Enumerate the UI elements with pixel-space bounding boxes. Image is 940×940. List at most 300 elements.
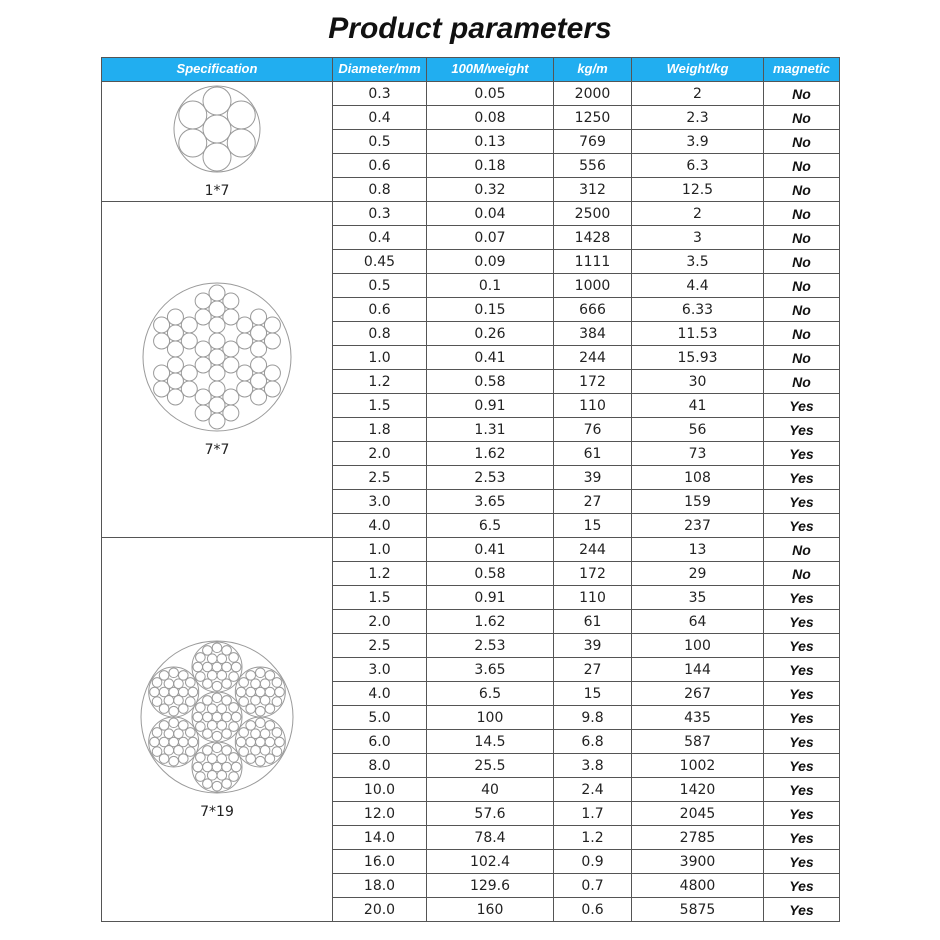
diameter-cell: 4.0 — [333, 514, 427, 538]
rope-7x7-strand-wire — [209, 397, 225, 413]
rope-7x7-strand-wire — [154, 333, 170, 349]
specification-label: 7*7 — [204, 442, 230, 458]
rope-7x7-strand-wire — [251, 309, 267, 325]
weight-100m-cell: 0.07 — [427, 226, 554, 250]
rope-7x19-core-wire — [196, 722, 206, 732]
rope-7x19-strand-wire — [188, 737, 198, 747]
rope-7x19-core-wire — [212, 731, 222, 741]
rope-7x7-core-wire — [209, 333, 225, 349]
weight-100m-cell: 0.58 — [427, 562, 554, 586]
rope-7x7-strand-wire — [181, 381, 197, 397]
rope-7x19-strand-wire — [256, 668, 266, 678]
rope-7x7-strand-wire — [237, 365, 253, 381]
rope-1x7-wire — [179, 101, 207, 129]
kg-per-m-cell: 27 — [554, 490, 632, 514]
weight-100m-cell: 0.08 — [427, 106, 554, 130]
rope-7x7-core-wire — [209, 365, 225, 381]
rope-7x7-strand-wire — [251, 373, 267, 389]
weight-100m-cell: 0.05 — [427, 82, 554, 106]
weight-100m-cell: 0.32 — [427, 178, 554, 202]
weight-kg-cell: 13 — [632, 538, 764, 562]
rope-7x19-strand-wire — [272, 728, 282, 738]
kg-per-m-cell: 15 — [554, 514, 632, 538]
rope-7x19-strand-wire — [152, 747, 162, 757]
weight-kg-cell: 15.93 — [632, 346, 764, 370]
diameter-cell: 0.6 — [333, 298, 427, 322]
kg-per-m-cell: 1.7 — [554, 802, 632, 826]
rope-1x7-wire — [203, 87, 231, 115]
magnetic-cell: Yes — [764, 874, 840, 898]
rope-7x19-strand-wire — [186, 728, 196, 738]
header-100m-weight: 100M/weight — [427, 58, 554, 82]
rope-7x19-strand-wire — [275, 687, 285, 697]
magnetic-cell: Yes — [764, 658, 840, 682]
diameter-cell: 2.5 — [333, 466, 427, 490]
specification-cell — [102, 202, 333, 538]
magnetic-cell: Yes — [764, 730, 840, 754]
diameter-cell: 1.5 — [333, 586, 427, 610]
rope-7x19-core-wire — [203, 696, 213, 706]
rope-7x19-strand-wire — [188, 687, 198, 697]
weight-100m-cell: 0.58 — [427, 370, 554, 394]
rope-7x19-strand-wire — [231, 662, 241, 672]
weight-kg-cell: 2.3 — [632, 106, 764, 130]
rope-7x19-strand-wire — [239, 747, 249, 757]
magnetic-cell: No — [764, 346, 840, 370]
rope-7x7-strand-wire — [237, 381, 253, 397]
weight-kg-cell: 56 — [632, 418, 764, 442]
magnetic-cell: No — [764, 82, 840, 106]
wire-rope-7x19-icon — [139, 639, 295, 800]
magnetic-cell: No — [764, 538, 840, 562]
rope-7x19-strand-wire — [272, 678, 282, 688]
magnetic-cell: Yes — [764, 490, 840, 514]
kg-per-m-cell: 15 — [554, 682, 632, 706]
rope-7x19-strand-wire — [265, 754, 275, 764]
rope-7x19-core-wire — [229, 703, 239, 713]
diameter-cell: 0.3 — [333, 202, 427, 226]
diameter-cell: 18.0 — [333, 874, 427, 898]
table-row — [102, 538, 840, 562]
diameter-cell: 12.0 — [333, 802, 427, 826]
kg-per-m-cell: 244 — [554, 538, 632, 562]
magnetic-cell: No — [764, 226, 840, 250]
rope-7x19-strand-wire — [212, 681, 222, 691]
rope-7x7-strand-wire — [181, 365, 197, 381]
kg-per-m-cell: 0.7 — [554, 874, 632, 898]
magnetic-cell: Yes — [764, 754, 840, 778]
diameter-cell: 0.4 — [333, 226, 427, 250]
rope-7x19-strand-wire — [256, 706, 266, 716]
rope-7x7-strand-wire — [264, 381, 280, 397]
rope-7x7-core-wire — [195, 357, 211, 373]
kg-per-m-cell: 61 — [554, 610, 632, 634]
kg-per-m-cell: 244 — [554, 346, 632, 370]
magnetic-cell: Yes — [764, 778, 840, 802]
diameter-cell: 0.5 — [333, 274, 427, 298]
rope-7x19-strand-wire — [193, 662, 203, 672]
weight-kg-cell: 11.53 — [632, 322, 764, 346]
weight-100m-cell: 2.53 — [427, 634, 554, 658]
kg-per-m-cell: 2500 — [554, 202, 632, 226]
header-weight-kg: Weight/kg — [632, 58, 764, 82]
weight-kg-cell: 29 — [632, 562, 764, 586]
rope-7x7-strand-wire — [223, 405, 239, 421]
magnetic-cell: No — [764, 562, 840, 586]
rope-7x19-strand-wire — [265, 704, 275, 714]
specification-cell — [102, 82, 333, 202]
weight-kg-cell: 435 — [632, 706, 764, 730]
weight-100m-cell: 0.1 — [427, 274, 554, 298]
weight-100m-cell: 3.65 — [427, 490, 554, 514]
rope-7x19-strand-wire — [212, 643, 222, 653]
weight-100m-cell: 1.31 — [427, 418, 554, 442]
rope-7x7-strand-wire — [209, 413, 225, 429]
weight-100m-cell: 1.62 — [427, 442, 554, 466]
rope-7x19-strand-wire — [275, 737, 285, 747]
rope-1x7-wire — [203, 143, 231, 171]
diameter-cell: 5.0 — [333, 706, 427, 730]
rope-7x7-strand-wire — [264, 365, 280, 381]
rope-7x7-strand-wire — [251, 357, 267, 373]
weight-100m-cell: 2.53 — [427, 466, 554, 490]
rope-7x7-strand-wire — [237, 317, 253, 333]
diameter-cell: 10.0 — [333, 778, 427, 802]
weight-100m-cell: 0.91 — [427, 586, 554, 610]
rope-7x19-core-wire — [193, 712, 203, 722]
kg-per-m-cell: 39 — [554, 634, 632, 658]
kg-per-m-cell: 1000 — [554, 274, 632, 298]
rope-7x7-strand-wire — [167, 309, 183, 325]
rope-7x7-core-wire — [209, 349, 225, 365]
rope-7x19-strand-wire — [256, 718, 266, 728]
magnetic-cell: Yes — [764, 682, 840, 706]
kg-per-m-cell: 2.4 — [554, 778, 632, 802]
table-row — [102, 202, 840, 226]
rope-7x19-strand-wire — [178, 704, 188, 714]
kg-per-m-cell: 384 — [554, 322, 632, 346]
weight-kg-cell: 3.5 — [632, 250, 764, 274]
weight-kg-cell: 3900 — [632, 850, 764, 874]
diameter-cell: 0.8 — [333, 322, 427, 346]
kg-per-m-cell: 76 — [554, 418, 632, 442]
weight-100m-cell: 78.4 — [427, 826, 554, 850]
table-row — [102, 82, 840, 106]
rope-7x19-strand-wire — [196, 772, 206, 782]
diameter-cell: 1.5 — [333, 394, 427, 418]
weight-kg-cell: 35 — [632, 586, 764, 610]
weight-100m-cell: 0.09 — [427, 250, 554, 274]
rope-7x19-core-wire — [212, 693, 222, 703]
weight-kg-cell: 12.5 — [632, 178, 764, 202]
diameter-cell: 1.0 — [333, 346, 427, 370]
magnetic-cell: No — [764, 106, 840, 130]
weight-100m-cell: 0.41 — [427, 538, 554, 562]
weight-100m-cell: 0.18 — [427, 154, 554, 178]
magnetic-cell: Yes — [764, 442, 840, 466]
weight-100m-cell: 3.65 — [427, 658, 554, 682]
rope-7x19-strand-wire — [203, 746, 213, 756]
rope-7x7-strand-wire — [251, 389, 267, 405]
rope-7x7-strand-wire — [195, 293, 211, 309]
rope-1x7-wire — [203, 115, 231, 143]
diameter-cell: 1.0 — [333, 538, 427, 562]
rope-7x19-strand-wire — [169, 706, 179, 716]
rope-7x7-strand-wire — [181, 317, 197, 333]
magnetic-cell: No — [764, 298, 840, 322]
rope-7x7-strand-wire — [167, 357, 183, 373]
weight-100m-cell: 160 — [427, 898, 554, 922]
rope-7x19-strand-wire — [231, 762, 241, 772]
diameter-cell: 14.0 — [333, 826, 427, 850]
rope-7x19-strand-wire — [222, 679, 232, 689]
magnetic-cell: Yes — [764, 706, 840, 730]
kg-per-m-cell: 110 — [554, 394, 632, 418]
weight-100m-cell: 40 — [427, 778, 554, 802]
diameter-cell: 0.6 — [333, 154, 427, 178]
magnetic-cell: Yes — [764, 586, 840, 610]
magnetic-cell: No — [764, 202, 840, 226]
diameter-cell: 2.0 — [333, 610, 427, 634]
rope-7x7-strand-wire — [167, 389, 183, 405]
weight-kg-cell: 100 — [632, 634, 764, 658]
magnetic-cell: Yes — [764, 610, 840, 634]
kg-per-m-cell: 556 — [554, 154, 632, 178]
rope-7x19-strand-wire — [169, 756, 179, 766]
header-diameter: Diameter/mm — [333, 58, 427, 82]
rope-7x19-strand-wire — [150, 737, 160, 747]
rope-7x19-strand-wire — [239, 697, 249, 707]
rope-7x19-strand-wire — [178, 754, 188, 764]
rope-7x19-strand-wire — [150, 687, 160, 697]
weight-100m-cell: 129.6 — [427, 874, 554, 898]
weight-kg-cell: 144 — [632, 658, 764, 682]
wire-rope-1x7-icon — [172, 84, 262, 179]
page-title: Product parameters — [328, 12, 612, 45]
weight-100m-cell: 102.4 — [427, 850, 554, 874]
rope-1x7-wire — [227, 101, 255, 129]
weight-100m-cell: 0.91 — [427, 394, 554, 418]
rope-7x7-strand-wire — [154, 365, 170, 381]
weight-100m-cell: 0.13 — [427, 130, 554, 154]
product-parameters-table — [101, 57, 840, 922]
header-kg-per-m: kg/m — [554, 58, 632, 82]
kg-per-m-cell: 3.8 — [554, 754, 632, 778]
rope-7x7-strand-wire — [223, 309, 239, 325]
weight-100m-cell: 1.62 — [427, 610, 554, 634]
weight-kg-cell: 64 — [632, 610, 764, 634]
diameter-cell: 0.5 — [333, 130, 427, 154]
weight-kg-cell: 4.4 — [632, 274, 764, 298]
weight-kg-cell: 237 — [632, 514, 764, 538]
magnetic-cell: Yes — [764, 394, 840, 418]
magnetic-cell: Yes — [764, 514, 840, 538]
magnetic-cell: Yes — [764, 466, 840, 490]
weight-kg-cell: 3 — [632, 226, 764, 250]
rope-7x19-strand-wire — [229, 753, 239, 763]
weight-100m-cell: 25.5 — [427, 754, 554, 778]
rope-7x7-strand-wire — [209, 317, 225, 333]
weight-100m-cell: 100 — [427, 706, 554, 730]
magnetic-cell: Yes — [764, 850, 840, 874]
weight-kg-cell: 108 — [632, 466, 764, 490]
rope-7x7-strand-wire — [195, 389, 211, 405]
weight-kg-cell: 159 — [632, 490, 764, 514]
diameter-cell: 2.5 — [333, 634, 427, 658]
kg-per-m-cell: 0.9 — [554, 850, 632, 874]
kg-per-m-cell: 312 — [554, 178, 632, 202]
table-header-row — [102, 58, 840, 82]
weight-kg-cell: 587 — [632, 730, 764, 754]
rope-7x19-strand-wire — [159, 671, 169, 681]
kg-per-m-cell: 27 — [554, 658, 632, 682]
rope-7x7-strand-wire — [237, 333, 253, 349]
weight-100m-cell: 0.26 — [427, 322, 554, 346]
magnetic-cell: No — [764, 178, 840, 202]
diameter-cell: 20.0 — [333, 898, 427, 922]
rope-7x7-strand-wire — [167, 341, 183, 357]
diameter-cell: 1.2 — [333, 370, 427, 394]
rope-7x7-strand-wire — [167, 325, 183, 341]
rope-7x19-strand-wire — [212, 781, 222, 791]
rope-7x19-strand-wire — [159, 721, 169, 731]
rope-7x19-strand-wire — [152, 697, 162, 707]
weight-100m-cell: 0.04 — [427, 202, 554, 226]
weight-kg-cell: 30 — [632, 370, 764, 394]
magnetic-cell: Yes — [764, 898, 840, 922]
kg-per-m-cell: 2000 — [554, 82, 632, 106]
weight-kg-cell: 6.33 — [632, 298, 764, 322]
rope-7x7-strand-wire — [154, 317, 170, 333]
rope-7x19-strand-wire — [222, 779, 232, 789]
rope-7x7-strand-wire — [251, 325, 267, 341]
rope-7x7-strand-wire — [264, 333, 280, 349]
weight-kg-cell: 6.3 — [632, 154, 764, 178]
diameter-cell: 2.0 — [333, 442, 427, 466]
magnetic-cell: Yes — [764, 802, 840, 826]
rope-7x19-core-wire — [231, 712, 241, 722]
magnetic-cell: No — [764, 322, 840, 346]
magnetic-cell: No — [764, 250, 840, 274]
header-specification: Specification — [102, 58, 333, 82]
diameter-cell: 0.4 — [333, 106, 427, 130]
kg-per-m-cell: 172 — [554, 562, 632, 586]
weight-100m-cell: 0.15 — [427, 298, 554, 322]
diameter-cell: 1.2 — [333, 562, 427, 586]
rope-7x7-strand-wire — [195, 309, 211, 325]
weight-kg-cell: 41 — [632, 394, 764, 418]
rope-7x19-strand-wire — [193, 762, 203, 772]
weight-100m-cell: 6.5 — [427, 514, 554, 538]
magnetic-cell: No — [764, 130, 840, 154]
magnetic-cell: Yes — [764, 418, 840, 442]
kg-per-m-cell: 61 — [554, 442, 632, 466]
rope-7x7-strand-wire — [181, 333, 197, 349]
diameter-cell: 4.0 — [333, 682, 427, 706]
diameter-cell: 1.8 — [333, 418, 427, 442]
rope-7x19-strand-wire — [203, 646, 213, 656]
rope-7x19-strand-wire — [169, 718, 179, 728]
rope-7x7-core-wire — [223, 357, 239, 373]
rope-7x19-strand-wire — [246, 671, 256, 681]
specification-label: 7*19 — [200, 804, 234, 820]
rope-7x7-strand-wire — [209, 381, 225, 397]
rope-7x19-strand-wire — [196, 672, 206, 682]
kg-per-m-cell: 110 — [554, 586, 632, 610]
rope-1x7-wire — [179, 129, 207, 157]
diameter-cell: 6.0 — [333, 730, 427, 754]
kg-per-m-cell: 1.2 — [554, 826, 632, 850]
weight-kg-cell: 267 — [632, 682, 764, 706]
rope-1x7-wire — [227, 129, 255, 157]
rope-7x7-strand-wire — [195, 405, 211, 421]
rope-7x7-strand-wire — [264, 317, 280, 333]
weight-kg-cell: 2 — [632, 202, 764, 226]
weight-100m-cell: 57.6 — [427, 802, 554, 826]
magnetic-cell: No — [764, 370, 840, 394]
diameter-cell: 3.0 — [333, 490, 427, 514]
rope-7x7-strand-wire — [167, 373, 183, 389]
diameter-cell: 3.0 — [333, 658, 427, 682]
kg-per-m-cell: 6.8 — [554, 730, 632, 754]
magnetic-cell: No — [764, 274, 840, 298]
rope-7x19-strand-wire — [236, 687, 246, 697]
rope-7x19-strand-wire — [229, 653, 239, 663]
diameter-cell: 16.0 — [333, 850, 427, 874]
kg-per-m-cell: 39 — [554, 466, 632, 490]
weight-100m-cell: 0.41 — [427, 346, 554, 370]
rope-7x7-strand-wire — [209, 285, 225, 301]
weight-kg-cell: 2 — [632, 82, 764, 106]
weight-kg-cell: 4800 — [632, 874, 764, 898]
rope-7x7-strand-wire — [251, 341, 267, 357]
rope-7x19-strand-wire — [246, 721, 256, 731]
rope-7x19-core-wire — [222, 729, 232, 739]
kg-per-m-cell: 172 — [554, 370, 632, 394]
weight-kg-cell: 2045 — [632, 802, 764, 826]
weight-100m-cell: 6.5 — [427, 682, 554, 706]
rope-7x19-strand-wire — [186, 678, 196, 688]
kg-per-m-cell: 1250 — [554, 106, 632, 130]
header-magnetic: magnetic — [764, 58, 840, 82]
rope-7x7-core-wire — [195, 341, 211, 357]
weight-kg-cell: 3.9 — [632, 130, 764, 154]
specification-cell — [102, 538, 333, 922]
weight-kg-cell: 5875 — [632, 898, 764, 922]
kg-per-m-cell: 0.6 — [554, 898, 632, 922]
weight-kg-cell: 1002 — [632, 754, 764, 778]
weight-100m-cell: 14.5 — [427, 730, 554, 754]
magnetic-cell: Yes — [764, 634, 840, 658]
wire-rope-7x7-icon — [141, 281, 293, 438]
rope-7x7-strand-wire — [209, 301, 225, 317]
weight-kg-cell: 73 — [632, 442, 764, 466]
weight-kg-cell: 2785 — [632, 826, 764, 850]
diameter-cell: 0.45 — [333, 250, 427, 274]
rope-7x7-strand-wire — [223, 293, 239, 309]
rope-7x19-strand-wire — [212, 743, 222, 753]
diameter-cell: 0.8 — [333, 178, 427, 202]
kg-per-m-cell: 1111 — [554, 250, 632, 274]
kg-per-m-cell: 666 — [554, 298, 632, 322]
kg-per-m-cell: 1428 — [554, 226, 632, 250]
diameter-cell: 0.3 — [333, 82, 427, 106]
rope-7x7-strand-wire — [154, 381, 170, 397]
kg-per-m-cell: 9.8 — [554, 706, 632, 730]
magnetic-cell: Yes — [764, 826, 840, 850]
rope-7x19-strand-wire — [236, 737, 246, 747]
rope-7x7-core-wire — [223, 341, 239, 357]
